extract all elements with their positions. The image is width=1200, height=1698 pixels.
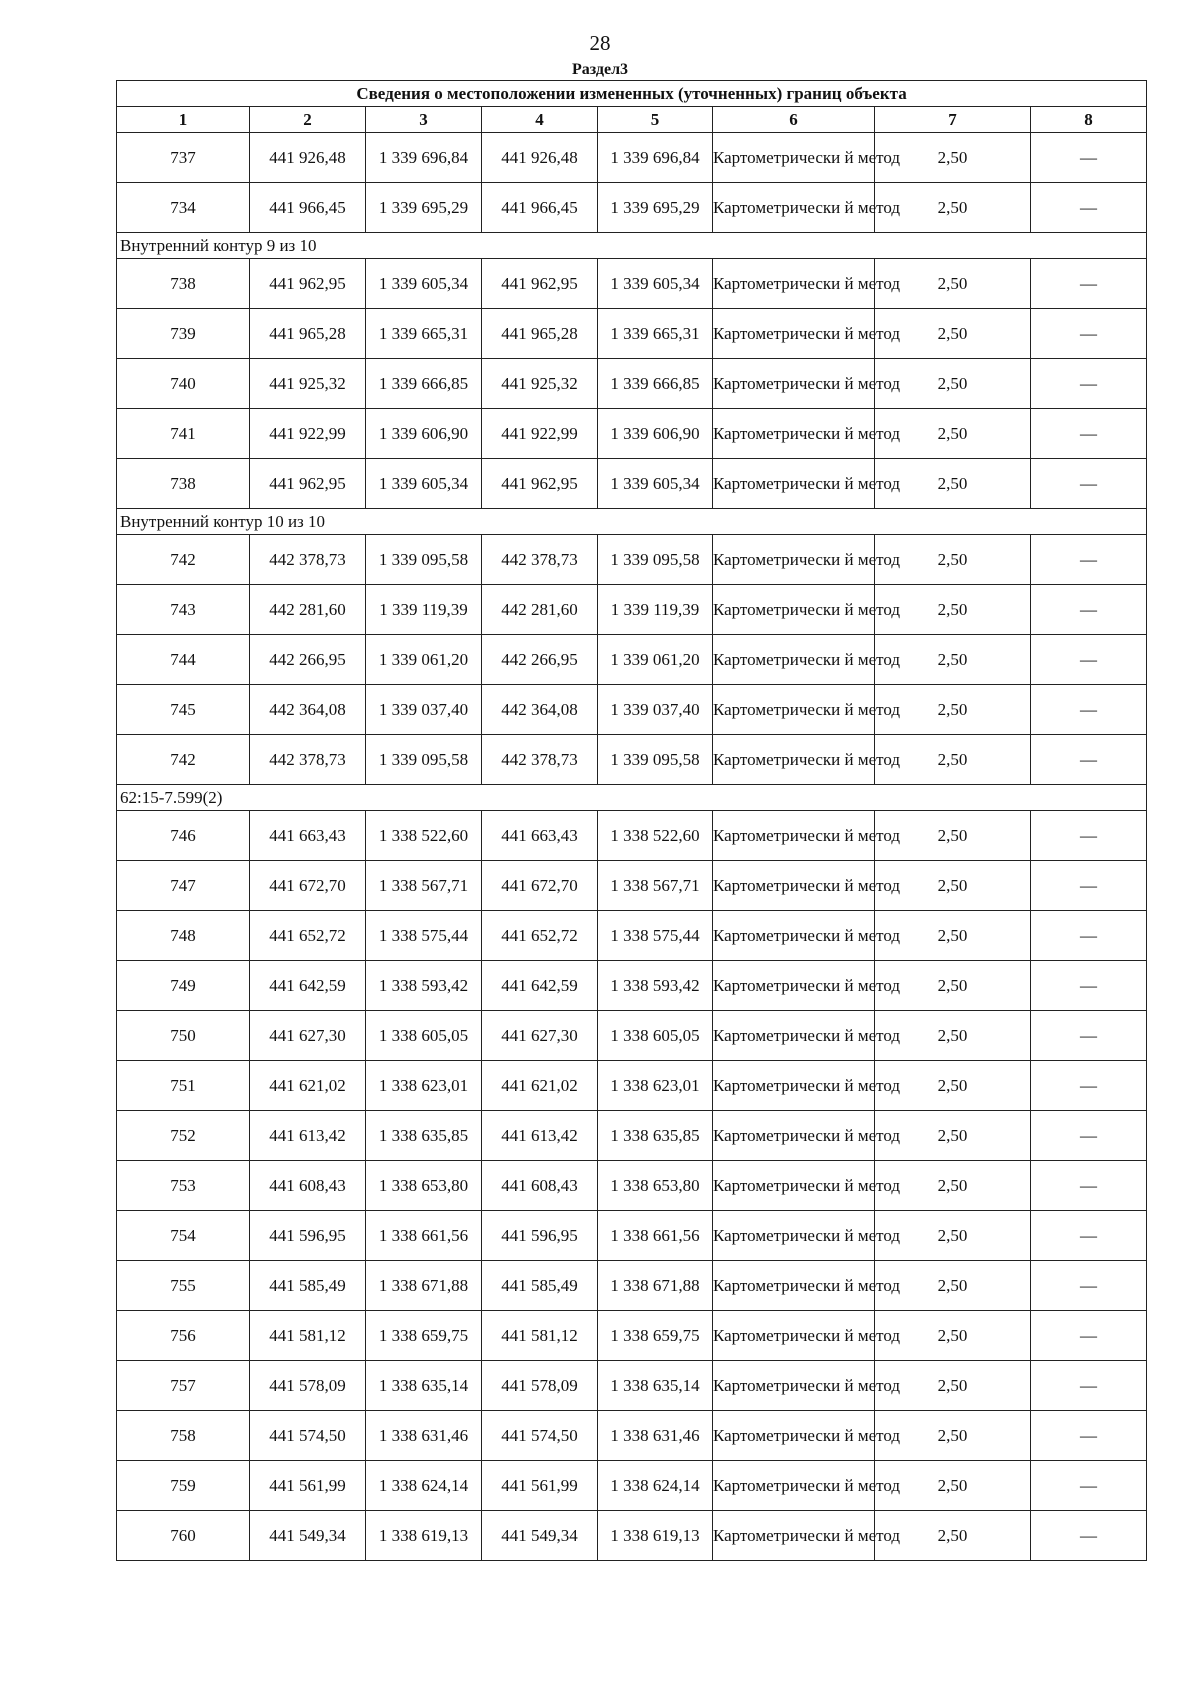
x-new-cell: 441 966,45 [482,183,598,233]
point-number-cell: 750 [117,1011,250,1061]
y-existing-cell: 1 338 653,80 [366,1161,482,1211]
contour-group-row [117,509,1147,535]
method-cell: Картометрически й метод [713,183,875,233]
y-existing-cell: 1 338 671,88 [366,1261,482,1311]
x-existing-cell: 441 608,43 [250,1161,366,1211]
y-existing-cell: 1 339 095,58 [366,535,482,585]
table-row [117,1211,1147,1261]
description-cell: — [1031,685,1147,735]
point-number-cell: 740 [117,359,250,409]
point-number-cell: 759 [117,1461,250,1511]
point-number-cell: 747 [117,861,250,911]
point-number-cell: 756 [117,1311,250,1361]
x-existing-cell: 441 965,28 [250,309,366,359]
x-existing-cell: 441 962,95 [250,459,366,509]
point-number-cell: 741 [117,409,250,459]
description-cell: — [1031,1311,1147,1361]
method-cell: Картометрически й метод [713,1461,875,1511]
y-new-cell: 1 338 653,80 [598,1161,713,1211]
accuracy-cell: 2,50 [875,1061,1031,1111]
method-cell: Картометрически й метод [713,1111,875,1161]
x-new-cell: 441 652,72 [482,911,598,961]
y-existing-cell: 1 339 037,40 [366,685,482,735]
table-row [117,183,1147,233]
contour-group-label: Внутренний контур 9 из 10 [117,233,1147,259]
y-new-cell: 1 339 095,58 [598,735,713,785]
y-new-cell: 1 338 659,75 [598,1311,713,1361]
y-new-cell: 1 339 696,84 [598,133,713,183]
point-number-cell: 760 [117,1511,250,1561]
accuracy-cell: 2,50 [875,1161,1031,1211]
x-existing-cell: 441 574,50 [250,1411,366,1461]
y-new-cell: 1 338 522,60 [598,811,713,861]
y-new-cell: 1 338 635,85 [598,1111,713,1161]
accuracy-cell: 2,50 [875,685,1031,735]
table-row [117,1111,1147,1161]
table-row [117,359,1147,409]
x-existing-cell: 442 378,73 [250,535,366,585]
point-number-cell: 748 [117,911,250,961]
x-new-cell: 441 965,28 [482,309,598,359]
point-number-cell: 755 [117,1261,250,1311]
y-existing-cell: 1 339 119,39 [366,585,482,635]
y-existing-cell: 1 339 095,58 [366,735,482,785]
accuracy-cell: 2,50 [875,911,1031,961]
x-new-cell: 442 281,60 [482,585,598,635]
point-number-cell: 745 [117,685,250,735]
x-existing-cell: 441 926,48 [250,133,366,183]
table-row [117,1311,1147,1361]
point-number-cell: 734 [117,183,250,233]
x-existing-cell: 442 281,60 [250,585,366,635]
x-existing-cell: 441 578,09 [250,1361,366,1411]
method-cell: Картометрически й метод [713,1161,875,1211]
description-cell: — [1031,1261,1147,1311]
x-new-cell: 441 962,95 [482,459,598,509]
column-number: 6 [713,107,875,133]
y-existing-cell: 1 338 605,05 [366,1011,482,1061]
description-cell: — [1031,459,1147,509]
table-row [117,1011,1147,1061]
y-existing-cell: 1 339 061,20 [366,635,482,685]
point-number-cell: 744 [117,635,250,685]
accuracy-cell: 2,50 [875,1411,1031,1461]
description-cell: — [1031,359,1147,409]
description-cell: — [1031,1111,1147,1161]
description-cell: — [1031,1461,1147,1511]
x-existing-cell: 441 922,99 [250,409,366,459]
contour-group-row [117,785,1147,811]
y-new-cell: 1 338 605,05 [598,1011,713,1061]
y-existing-cell: 1 339 666,85 [366,359,482,409]
accuracy-cell: 2,50 [875,811,1031,861]
method-cell: Картометрически й метод [713,1011,875,1061]
y-existing-cell: 1 338 661,56 [366,1211,482,1261]
x-new-cell: 441 672,70 [482,861,598,911]
accuracy-cell: 2,50 [875,961,1031,1011]
method-cell: Картометрически й метод [713,811,875,861]
y-new-cell: 1 339 061,20 [598,635,713,685]
accuracy-cell: 2,50 [875,259,1031,309]
y-existing-cell: 1 338 567,71 [366,861,482,911]
y-existing-cell: 1 338 619,13 [366,1511,482,1561]
x-new-cell: 441 581,12 [482,1311,598,1361]
table-row [117,911,1147,961]
description-cell: — [1031,961,1147,1011]
x-existing-cell: 441 549,34 [250,1511,366,1561]
description-cell: — [1031,861,1147,911]
y-new-cell: 1 338 593,42 [598,961,713,1011]
x-new-cell: 441 608,43 [482,1161,598,1211]
y-new-cell: 1 339 695,29 [598,183,713,233]
description-cell: — [1031,535,1147,585]
method-cell: Картометрически й метод [713,1411,875,1461]
column-number-row [117,107,1147,133]
description-cell: — [1031,911,1147,961]
y-new-cell: 1 338 671,88 [598,1261,713,1311]
y-existing-cell: 1 339 605,34 [366,459,482,509]
x-existing-cell: 441 627,30 [250,1011,366,1061]
table-row [117,1061,1147,1111]
y-existing-cell: 1 338 635,14 [366,1361,482,1411]
y-new-cell: 1 338 567,71 [598,861,713,911]
point-number-cell: 742 [117,535,250,585]
y-existing-cell: 1 339 606,90 [366,409,482,459]
point-number-cell: 749 [117,961,250,1011]
x-existing-cell: 441 613,42 [250,1111,366,1161]
y-new-cell: 1 339 119,39 [598,585,713,635]
contour-group-row [117,233,1147,259]
accuracy-cell: 2,50 [875,1311,1031,1361]
accuracy-cell: 2,50 [875,1261,1031,1311]
y-existing-cell: 1 339 696,84 [366,133,482,183]
x-new-cell: 441 596,95 [482,1211,598,1261]
x-new-cell: 442 364,08 [482,685,598,735]
contour-group-label: 62:15-7.599(2) [117,785,1147,811]
table-row [117,685,1147,735]
description-cell: — [1031,259,1147,309]
table-row [117,259,1147,309]
x-existing-cell: 441 596,95 [250,1211,366,1261]
x-new-cell: 441 549,34 [482,1511,598,1561]
method-cell: Картометрически й метод [713,635,875,685]
accuracy-cell: 2,50 [875,735,1031,785]
table-row [117,1411,1147,1461]
table-row [117,1361,1147,1411]
accuracy-cell: 2,50 [875,309,1031,359]
point-number-cell: 737 [117,133,250,183]
y-existing-cell: 1 338 624,14 [366,1461,482,1511]
x-new-cell: 441 925,32 [482,359,598,409]
column-number: 7 [875,107,1031,133]
x-new-cell: 441 574,50 [482,1411,598,1461]
point-number-cell: 754 [117,1211,250,1261]
description-cell: — [1031,1411,1147,1461]
x-existing-cell: 442 266,95 [250,635,366,685]
description-cell: — [1031,585,1147,635]
accuracy-cell: 2,50 [875,1011,1031,1061]
x-existing-cell: 441 652,72 [250,911,366,961]
column-number: 8 [1031,107,1147,133]
x-existing-cell: 441 663,43 [250,811,366,861]
method-cell: Картометрически й метод [713,585,875,635]
accuracy-cell: 2,50 [875,1361,1031,1411]
description-cell: — [1031,133,1147,183]
column-number: 1 [117,107,250,133]
table-body [117,81,1147,1561]
y-new-cell: 1 338 623,01 [598,1061,713,1111]
point-number-cell: 752 [117,1111,250,1161]
column-number: 5 [598,107,713,133]
x-new-cell: 441 613,42 [482,1111,598,1161]
table-row [117,133,1147,183]
x-existing-cell: 441 642,59 [250,961,366,1011]
point-number-cell: 742 [117,735,250,785]
x-existing-cell: 441 585,49 [250,1261,366,1311]
x-existing-cell: 441 962,95 [250,259,366,309]
y-existing-cell: 1 338 659,75 [366,1311,482,1361]
method-cell: Картометрически й метод [713,685,875,735]
table-row [117,1161,1147,1211]
y-new-cell: 1 338 631,46 [598,1411,713,1461]
description-cell: — [1031,409,1147,459]
method-cell: Картометрически й метод [713,1361,875,1411]
method-cell: Картометрически й метод [713,1061,875,1111]
point-number-cell: 746 [117,811,250,861]
y-new-cell: 1 339 037,40 [598,685,713,735]
y-existing-cell: 1 338 631,46 [366,1411,482,1461]
y-new-cell: 1 339 605,34 [598,459,713,509]
description-cell: — [1031,811,1147,861]
x-new-cell: 441 578,09 [482,1361,598,1411]
method-cell: Картометрически й метод [713,735,875,785]
method-cell: Картометрически й метод [713,1511,875,1561]
method-cell: Картометрически й метод [713,1261,875,1311]
y-existing-cell: 1 338 635,85 [366,1111,482,1161]
point-number-cell: 753 [117,1161,250,1211]
boundary-coordinates-table [116,80,1147,1561]
x-new-cell: 441 922,99 [482,409,598,459]
table-row [117,409,1147,459]
y-new-cell: 1 339 095,58 [598,535,713,585]
table-caption-row [117,81,1147,107]
x-new-cell: 441 962,95 [482,259,598,309]
y-existing-cell: 1 339 695,29 [366,183,482,233]
column-number: 2 [250,107,366,133]
point-number-cell: 743 [117,585,250,635]
point-number-cell: 739 [117,309,250,359]
x-new-cell: 441 585,49 [482,1261,598,1311]
table-row [117,961,1147,1011]
accuracy-cell: 2,50 [875,1211,1031,1261]
point-number-cell: 738 [117,259,250,309]
method-cell: Картометрически й метод [713,309,875,359]
accuracy-cell: 2,50 [875,1111,1031,1161]
x-new-cell: 442 378,73 [482,735,598,785]
x-new-cell: 442 266,95 [482,635,598,685]
x-new-cell: 441 627,30 [482,1011,598,1061]
table-row [117,735,1147,785]
accuracy-cell: 2,50 [875,133,1031,183]
point-number-cell: 758 [117,1411,250,1461]
y-new-cell: 1 339 665,31 [598,309,713,359]
accuracy-cell: 2,50 [875,585,1031,635]
table-row [117,1461,1147,1511]
method-cell: Картометрически й метод [713,1311,875,1361]
contour-group-label: Внутренний контур 10 из 10 [117,509,1147,535]
y-new-cell: 1 338 624,14 [598,1461,713,1511]
description-cell: — [1031,183,1147,233]
description-cell: — [1031,1161,1147,1211]
method-cell: Картометрически й метод [713,459,875,509]
description-cell: — [1031,635,1147,685]
y-existing-cell: 1 338 623,01 [366,1061,482,1111]
x-existing-cell: 441 621,02 [250,1061,366,1111]
x-new-cell: 442 378,73 [482,535,598,585]
method-cell: Картометрически й метод [713,961,875,1011]
method-cell: Картометрически й метод [713,535,875,585]
table-row [117,635,1147,685]
x-existing-cell: 442 378,73 [250,735,366,785]
accuracy-cell: 2,50 [875,409,1031,459]
y-existing-cell: 1 339 605,34 [366,259,482,309]
method-cell: Картометрически й метод [713,259,875,309]
table-row [117,585,1147,635]
description-cell: — [1031,309,1147,359]
page-number: 28 [589,31,611,55]
table-row [117,811,1147,861]
x-new-cell: 441 926,48 [482,133,598,183]
description-cell: — [1031,1361,1147,1411]
x-new-cell: 441 561,99 [482,1461,598,1511]
y-new-cell: 1 339 606,90 [598,409,713,459]
y-new-cell: 1 338 619,13 [598,1511,713,1561]
point-number-cell: 751 [117,1061,250,1111]
method-cell: Картометрически й метод [713,1211,875,1261]
description-cell: — [1031,1061,1147,1111]
accuracy-cell: 2,50 [875,359,1031,409]
x-new-cell: 441 663,43 [482,811,598,861]
method-cell: Картометрически й метод [713,911,875,961]
accuracy-cell: 2,50 [875,1461,1031,1511]
y-new-cell: 1 339 666,85 [598,359,713,409]
accuracy-cell: 2,50 [875,535,1031,585]
point-number-cell: 757 [117,1361,250,1411]
table-row [117,1261,1147,1311]
x-new-cell: 441 621,02 [482,1061,598,1111]
y-existing-cell: 1 338 575,44 [366,911,482,961]
description-cell: — [1031,1011,1147,1061]
accuracy-cell: 2,50 [875,635,1031,685]
y-existing-cell: 1 339 665,31 [366,309,482,359]
description-cell: — [1031,1511,1147,1561]
section-title: Раздел3 [571,61,629,78]
method-cell: Картометрически й метод [713,133,875,183]
description-cell: — [1031,1211,1147,1261]
table-row [117,861,1147,911]
table-row [117,1511,1147,1561]
y-existing-cell: 1 338 522,60 [366,811,482,861]
table-row [117,459,1147,509]
method-cell: Картометрически й метод [713,359,875,409]
x-new-cell: 441 642,59 [482,961,598,1011]
column-number: 3 [366,107,482,133]
method-cell: Картометрически й метод [713,409,875,459]
y-new-cell: 1 338 661,56 [598,1211,713,1261]
y-new-cell: 1 338 575,44 [598,911,713,961]
x-existing-cell: 441 561,99 [250,1461,366,1511]
x-existing-cell: 441 672,70 [250,861,366,911]
table-caption: Сведения о местоположении измененных (уточненных) границ объекта [117,81,1147,107]
accuracy-cell: 2,50 [875,183,1031,233]
y-new-cell: 1 338 635,14 [598,1361,713,1411]
y-new-cell: 1 339 605,34 [598,259,713,309]
column-number: 4 [482,107,598,133]
method-cell: Картометрически й метод [713,861,875,911]
description-cell: — [1031,735,1147,785]
x-existing-cell: 441 966,45 [250,183,366,233]
accuracy-cell: 2,50 [875,861,1031,911]
y-existing-cell: 1 338 593,42 [366,961,482,1011]
x-existing-cell: 441 925,32 [250,359,366,409]
point-number-cell: 738 [117,459,250,509]
accuracy-cell: 2,50 [875,1511,1031,1561]
accuracy-cell: 2,50 [875,459,1031,509]
x-existing-cell: 442 364,08 [250,685,366,735]
table-row [117,309,1147,359]
table-row [117,535,1147,585]
x-existing-cell: 441 581,12 [250,1311,366,1361]
